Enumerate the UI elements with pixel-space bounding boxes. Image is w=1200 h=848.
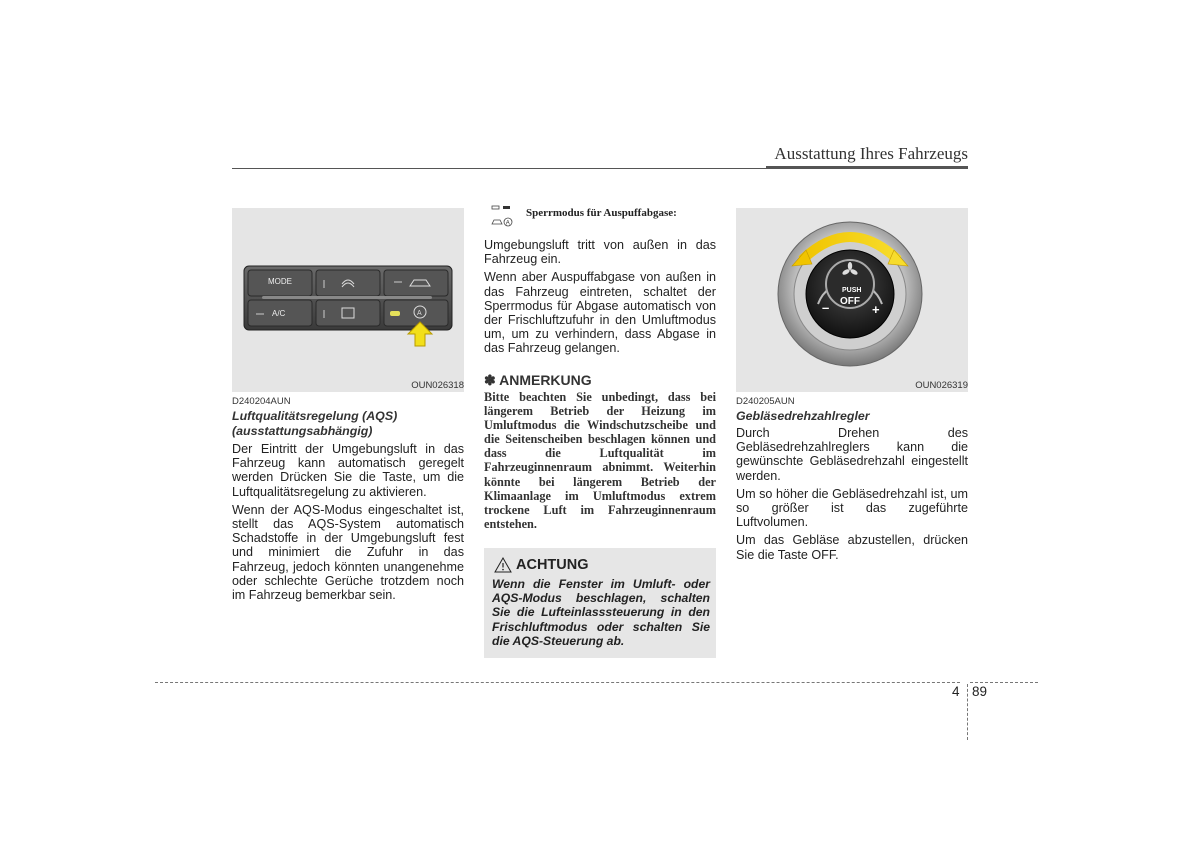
exhaust-mode-heading: Sperrmodus für Auspuffabgase: (526, 207, 677, 219)
note-heading: ✽ ANMERKUNG (484, 372, 592, 388)
push-label: PUSH (842, 287, 862, 294)
chapter-number: 4 (952, 684, 960, 699)
fan-paragraph-1: Durch Drehen des Gebläsedrehzahlreglers kann die gewünschte Gebläsedrehzahl eingestellt werden. (736, 426, 968, 483)
mode-label: MODE (268, 277, 292, 286)
exhaust-block-mode-icon (490, 204, 514, 230)
header-rule-accent (766, 166, 968, 169)
minus-label: – (822, 300, 830, 315)
exhaust-paragraph-2: Wenn aber Auspuffabgase von außen in das Fahrzeug eintreten, schaltet der Sperrmodus für Abgase automatisch von der Frischluftzufuhr in den Umluftmodus um, um zu verhindern, dass Abgase in das Fahrzeug gelangen. (484, 270, 716, 356)
image-caption-left: OUN026318 (411, 380, 464, 391)
section-heading-aqs (232, 409, 464, 438)
exhaust-mode-body (484, 238, 716, 360)
section-code-left: D240204AUN (232, 396, 291, 407)
aqs-control-panel-image (232, 208, 464, 392)
caution-heading: ACHTUNG (516, 557, 589, 573)
footer-dashed-rule-right (970, 682, 1038, 683)
exhaust-paragraph-1: Umgebungsluft tritt von außen in das Fahrzeug ein. (484, 238, 716, 267)
section-code-right: D240205AUN (736, 396, 795, 407)
section-heading-fan: Gebläsedrehzahlregler (736, 409, 870, 423)
page-number: 89 (972, 684, 988, 699)
recirculation-aqs-icon (490, 204, 514, 230)
caution-box (484, 548, 716, 658)
section-heading-aqs-line1: Luftqualitätsregelung (AQS) (232, 409, 398, 423)
fan-speed-knob-image (736, 208, 968, 392)
caution-text: Wenn die Fenster im Umluft- oder AQS-Modus beschlagen, schalten Sie die Lufteinlasssteuerung in den Frischluftmodus oder schalten Sie die AQS-Steuerung ab. (492, 577, 710, 648)
note-text: Bitte beachten Sie unbedingt, dass bei längerem Betrieb der Heizung im Umluftmodus die Windschutzscheibe und die Seitenscheiben beschlagen können und dass die Luftqualität im Fahrzeuginnenraum abnimmt. Weiterhin könnte bei längerem Betrieb der Klimaanlage im Umluftmodus extrem trockene Luft im Fahrzeuginnenraum entstehen. (484, 390, 716, 531)
warning-triangle-icon (494, 557, 512, 573)
fan-knob-illustration (736, 208, 968, 392)
aqs-body-text (232, 442, 464, 606)
footer-dashed-rule (155, 682, 960, 683)
image-caption-right: OUN026319 (915, 380, 968, 391)
plus-label: + (872, 302, 880, 317)
running-header: Ausstattung Ihres Fahrzeugs (774, 144, 968, 163)
fan-paragraph-3: Um das Gebläse abzustellen, drücken Sie die Taste OFF. (736, 533, 968, 562)
off-label: OFF (840, 296, 860, 307)
section-heading-aqs-line2: (ausstattungsabhängig) (232, 423, 373, 438)
fan-body-text (736, 426, 968, 566)
aqs-paragraph-2: Wenn der AQS-Modus eingeschaltet ist, stellt das AQS-System automatisch Schadstoffe in der Umgebungsluft fest und minimiert die Zufuhr in das Fahrzeug, jedoch könnten unangenehme oder schlechte Gerüche trotzdem noch im Fahrzeug bemerkbar sein. (232, 502, 464, 603)
control-panel-illustration (232, 208, 464, 392)
ac-label: A/C (272, 309, 286, 318)
header-rule (232, 168, 768, 169)
page-number-separator (967, 684, 968, 740)
aqs-paragraph-1: Der Eintritt der Umgebungsluft in das Fahrzeug kann automatisch geregelt werden Drücken Sie die Taste, um die Luftqualitätsregelung zu aktivieren. (232, 442, 464, 499)
svg-text:A: A (417, 310, 422, 317)
fan-paragraph-2: Um so höher die Gebläsedrehzahl ist, um so größer ist das zugeführte Luftvolumen. (736, 486, 968, 530)
svg-text:A: A (505, 220, 510, 227)
